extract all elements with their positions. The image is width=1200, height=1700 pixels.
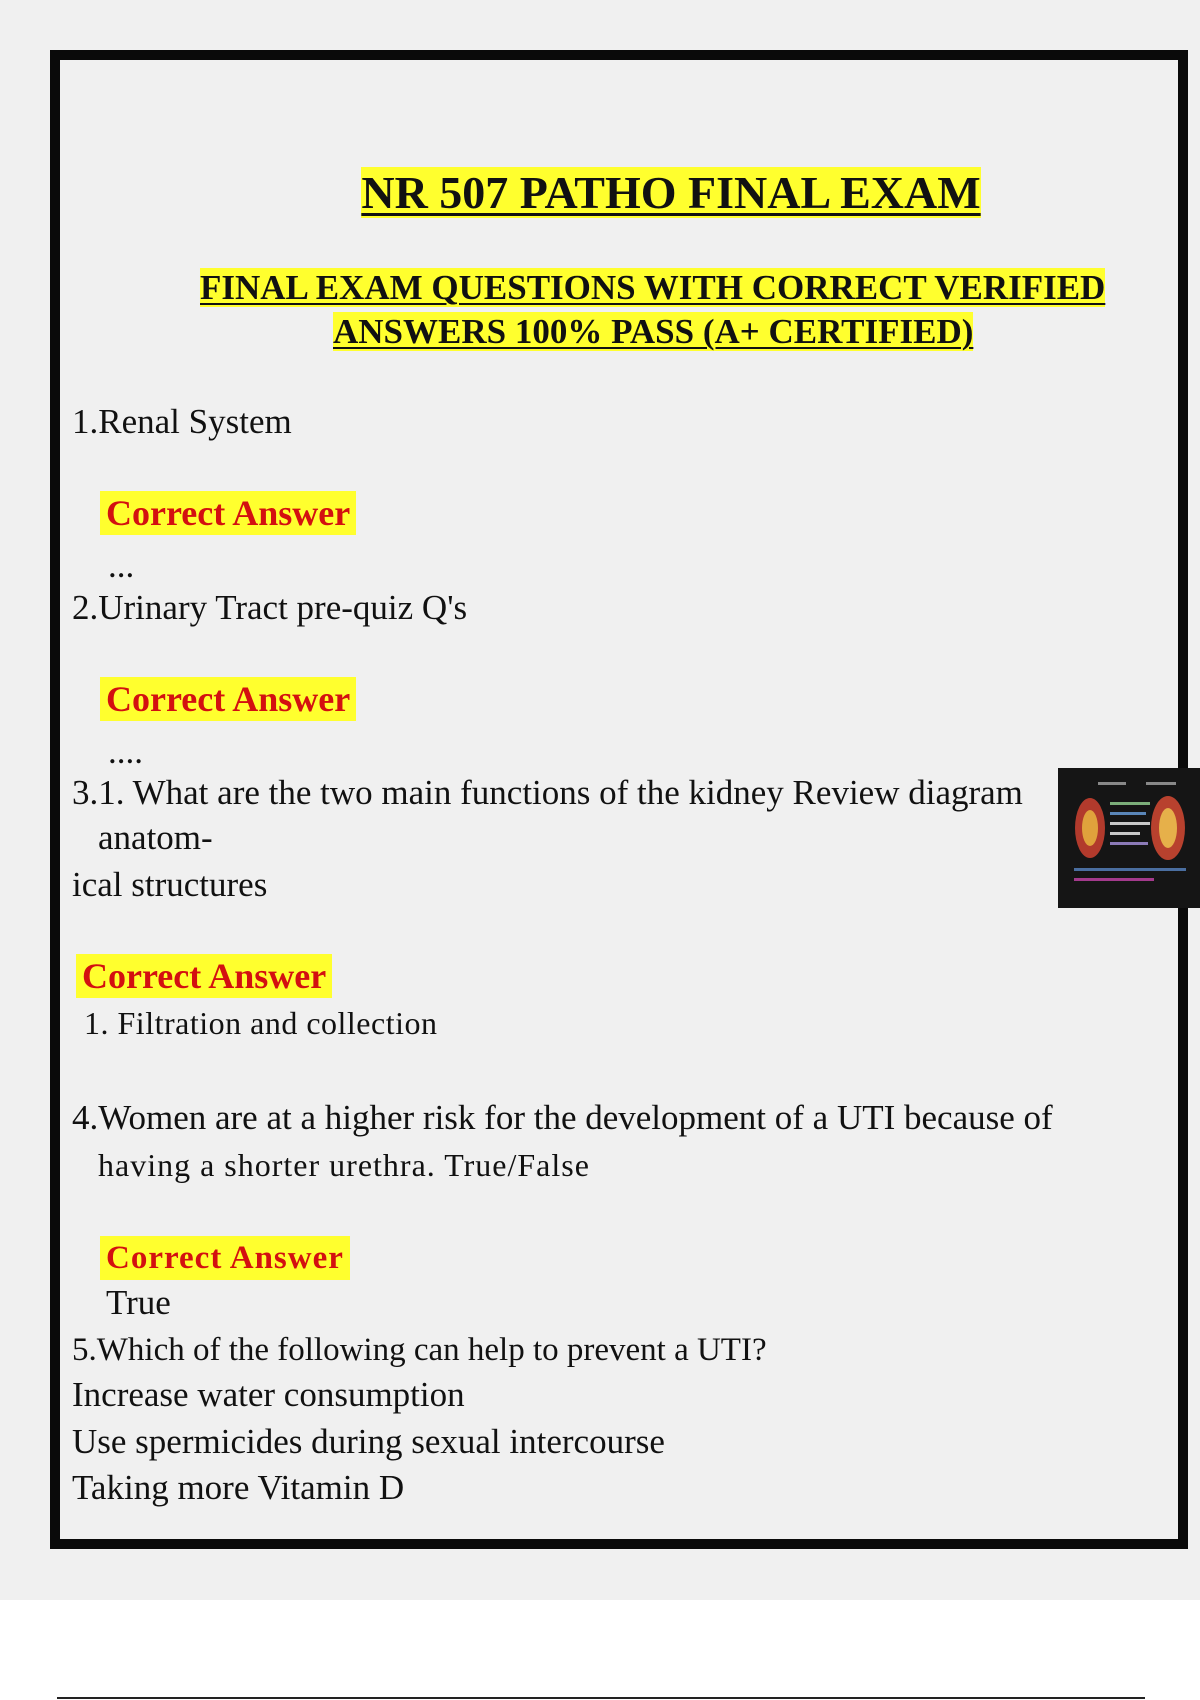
question-3-line2: anatom- — [98, 818, 213, 857]
kidney-diagram-graphic — [1058, 768, 1200, 908]
page-bottom-rule — [57, 1697, 1145, 1699]
correct-answer-label-3: Correct Answer — [76, 954, 332, 998]
question-5-option-1: Increase water consumption — [72, 1375, 465, 1414]
subtitle-line2-text: ANSWERS 100% PASS (A+ CERTIFIED) — [333, 312, 974, 351]
question-4-line2: having a shorter urethra. True/False — [98, 1147, 590, 1183]
question-5: 5.Which of the following can help to prevent a UTI? — [72, 1332, 767, 1368]
document-subtitle-line2 — [333, 310, 973, 354]
answer-2: .... — [108, 732, 143, 771]
question-1: 1.Renal System — [72, 402, 292, 441]
answer-4: True — [106, 1283, 171, 1322]
document-subtitle-line1 — [200, 266, 1105, 310]
question-2: 2.Urinary Tract pre-quiz Q's — [72, 588, 468, 627]
question-5-option-2: Use spermicides during sexual intercourse — [72, 1422, 665, 1461]
question-3-line1: 3.1. What are the two main functions of the kidney Review diagram — [72, 773, 1023, 812]
question-3-line3: ical structures — [72, 865, 268, 904]
document-title — [0, 166, 1200, 219]
question-4-line1: 4.Women are at a higher risk for the development of a UTI because of — [72, 1098, 1053, 1137]
correct-answer-label-1: Correct Answer — [100, 491, 356, 535]
correct-answer-label-2: Correct Answer — [100, 677, 356, 721]
subtitle-line1-text: FINAL EXAM QUESTIONS WITH CORRECT VERIFIED — [200, 268, 1106, 307]
document-title-text: NR 507 PATHO FINAL EXAM — [361, 167, 981, 218]
answer-1: ... — [108, 546, 135, 585]
question-5-option-3: Taking more Vitamin D — [72, 1468, 405, 1507]
answer-3: 1. Filtration and collection — [84, 1005, 438, 1041]
kidney-diagram-image — [1058, 768, 1200, 908]
correct-answer-label-4: Correct Answer — [100, 1236, 350, 1280]
